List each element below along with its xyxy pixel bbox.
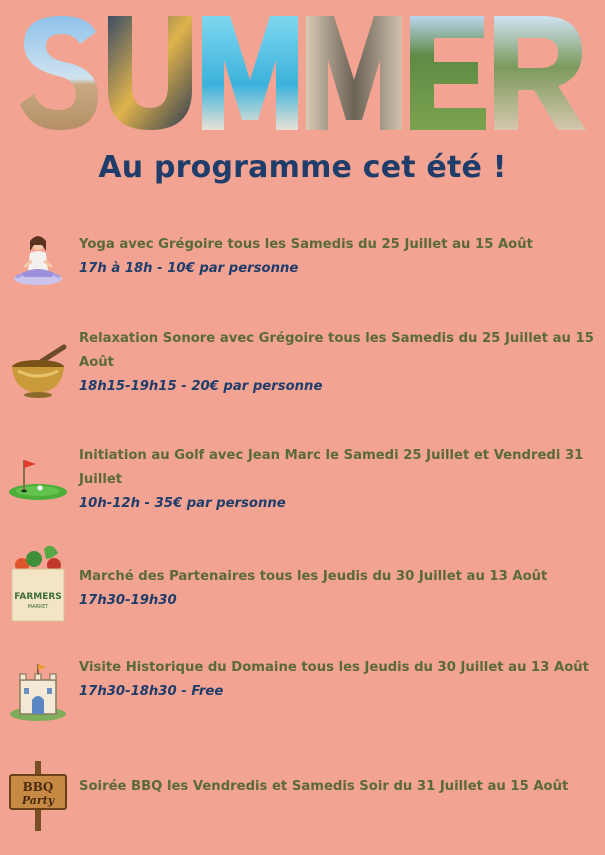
letter-u: [108, 16, 192, 130]
letter-s: [20, 16, 98, 130]
singing-bowl-icon: [8, 341, 68, 401]
castle-icon: [8, 662, 68, 722]
event-title: Yoga avec Grégoire tous les Samedis du 25 Juillet au 15 Août: [79, 237, 533, 252]
event-detail: 17h30-19h30: [79, 593, 177, 608]
event-detail: 17h à 18h - 10€ par personne: [79, 261, 299, 276]
letter-m: [202, 16, 298, 130]
event-detail: 18h15-19h15 - 20€ par personne: [79, 379, 323, 394]
page-title: Au programme cet été !: [98, 150, 507, 185]
event-detail: 10h-12h - 35€ par personne: [79, 496, 286, 511]
summer-banner: [18, 10, 588, 134]
party-label: Party: [21, 794, 55, 807]
event-title: Marché des Partenaires tous les Jeudis du 30 Juillet au 13 Août: [79, 569, 548, 584]
event-title: Visite Historique du Domaine tous les Jeudis du 30 Juillet au 13 Août: [79, 660, 589, 675]
event-title: Soirée BBQ les Vendredis et Samedis Soir du 31 Juillet au 15 Août: [79, 779, 569, 794]
event-detail: 17h30-18h30 - Free: [79, 684, 224, 699]
golf-flag-icon: [8, 452, 68, 512]
bbq-label: BBQ: [22, 780, 54, 794]
yoga-meditation-icon: [8, 231, 68, 291]
letter-m-2: [306, 16, 402, 130]
farmers-market-bag-icon: [8, 541, 68, 623]
event-title: Initiation au Golf avec Jean Marc le Samedi 25 Juillet et Vendredi 31 Juillet: [79, 448, 584, 487]
bbq-party-sign-icon: [8, 761, 68, 831]
farmers-label: FARMERS: [14, 592, 62, 602]
event-title: Relaxation Sonore avec Grégoire tous les Samedis du 25 Juillet au 15 Août: [79, 331, 594, 370]
letter-r: [494, 16, 586, 130]
market-label: MARKET: [27, 604, 49, 610]
letter-e: [410, 16, 486, 130]
